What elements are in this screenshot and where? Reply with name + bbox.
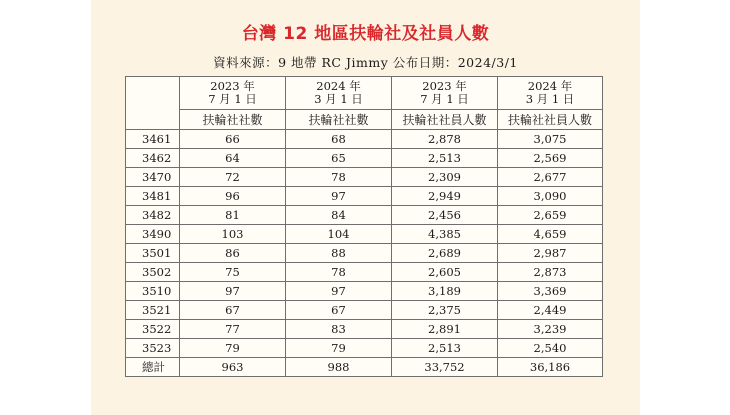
district-code-cell: 3462	[126, 149, 180, 168]
metric-header-cell: 扶輪社社員人數	[498, 110, 603, 130]
table-row	[126, 225, 603, 244]
district-code-cell: 3522	[126, 320, 180, 339]
value-cell: 2,449	[498, 301, 603, 320]
value-cell: 79	[180, 339, 286, 358]
period-year: 2023 年	[210, 79, 255, 93]
value-cell: 4,385	[392, 225, 498, 244]
value-cell: 67	[286, 301, 392, 320]
total-value-cell: 33,752	[392, 358, 498, 377]
table-row	[126, 206, 603, 225]
district-code-cell: 3501	[126, 244, 180, 263]
value-cell: 2,891	[392, 320, 498, 339]
value-cell: 77	[180, 320, 286, 339]
period-header-cell	[392, 77, 498, 110]
value-cell: 2,689	[392, 244, 498, 263]
value-cell: 79	[286, 339, 392, 358]
metric-header-cell: 扶輪社社數	[286, 110, 392, 130]
value-cell: 2,513	[392, 149, 498, 168]
table-row	[126, 320, 603, 339]
metric-header-cell: 扶輪社社員人數	[392, 110, 498, 130]
period-header-cell	[286, 77, 392, 110]
value-cell: 103	[180, 225, 286, 244]
table-row	[126, 339, 603, 358]
value-cell: 78	[286, 168, 392, 187]
value-cell: 67	[180, 301, 286, 320]
total-value-cell: 963	[180, 358, 286, 377]
table-row	[126, 168, 603, 187]
value-cell: 2,987	[498, 244, 603, 263]
value-cell: 2,677	[498, 168, 603, 187]
source-line: 資料來源：9 地帶 RC Jimmy 公布日期：2024/3/1	[213, 55, 518, 70]
total-row	[126, 358, 603, 377]
value-cell: 97	[286, 187, 392, 206]
value-cell: 2,605	[392, 263, 498, 282]
value-cell: 2,659	[498, 206, 603, 225]
value-cell: 3,090	[498, 187, 603, 206]
value-cell: 81	[180, 206, 286, 225]
period-date: 3 月 1 日	[314, 92, 363, 106]
total-value-cell: 36,186	[498, 358, 603, 377]
period-year: 2024 年	[316, 79, 361, 93]
value-cell: 84	[286, 206, 392, 225]
document-panel	[91, 0, 640, 415]
district-code-cell: 3482	[126, 206, 180, 225]
period-header-cell	[498, 77, 603, 110]
metric-header-cell: 扶輪社社數	[180, 110, 286, 130]
value-cell: 4,659	[498, 225, 603, 244]
period-date: 3 月 1 日	[525, 92, 575, 106]
table-row	[126, 244, 603, 263]
value-cell: 2,878	[392, 130, 498, 149]
table-row	[126, 130, 603, 149]
value-cell: 64	[180, 149, 286, 168]
value-cell: 3,075	[498, 130, 603, 149]
value-cell: 78	[286, 263, 392, 282]
value-cell: 66	[180, 130, 286, 149]
period-header-cell	[180, 77, 286, 110]
district-header-cell	[126, 77, 180, 130]
value-cell: 65	[286, 149, 392, 168]
table-row	[126, 282, 603, 301]
value-cell: 96	[180, 187, 286, 206]
value-cell: 2,375	[392, 301, 498, 320]
period-date: 7 月 1 日	[420, 92, 469, 106]
district-code-cell: 3510	[126, 282, 180, 301]
district-code-cell: 3461	[126, 130, 180, 149]
table-row	[126, 263, 603, 282]
value-cell: 2,309	[392, 168, 498, 187]
value-cell: 2,513	[392, 339, 498, 358]
value-cell: 104	[286, 225, 392, 244]
period-date: 7 月 1 日	[208, 92, 257, 106]
total-label-cell: 總計	[126, 358, 180, 377]
district-code-cell: 3470	[126, 168, 180, 187]
table-row	[126, 149, 603, 168]
value-cell: 72	[180, 168, 286, 187]
value-cell: 2,949	[392, 187, 498, 206]
value-cell: 3,189	[392, 282, 498, 301]
total-value-cell: 988	[286, 358, 392, 377]
value-cell: 3,369	[498, 282, 603, 301]
value-cell: 2,540	[498, 339, 603, 358]
district-code-cell: 3481	[126, 187, 180, 206]
value-cell: 2,569	[498, 149, 603, 168]
value-cell: 2,456	[392, 206, 498, 225]
value-cell: 68	[286, 130, 392, 149]
page-title: 台灣 12 地區扶輪社及社員人數	[241, 24, 490, 44]
value-cell: 97	[286, 282, 392, 301]
value-cell: 83	[286, 320, 392, 339]
value-cell: 86	[180, 244, 286, 263]
value-cell: 97	[180, 282, 286, 301]
district-code-cell: 3523	[126, 339, 180, 358]
district-code-cell: 3521	[126, 301, 180, 320]
table-body	[126, 130, 603, 377]
period-header-row	[126, 77, 603, 110]
value-cell: 88	[286, 244, 392, 263]
value-cell: 2,873	[498, 263, 603, 282]
table-row	[126, 187, 603, 206]
district-code-cell: 3490	[126, 225, 180, 244]
metric-header-row	[126, 110, 603, 130]
club-members-table	[125, 76, 603, 377]
value-cell: 3,239	[498, 320, 603, 339]
value-cell: 75	[180, 263, 286, 282]
period-year: 2024 年	[527, 79, 573, 93]
table-row	[126, 301, 603, 320]
district-code-cell: 3502	[126, 263, 180, 282]
period-year: 2023 年	[422, 79, 467, 93]
